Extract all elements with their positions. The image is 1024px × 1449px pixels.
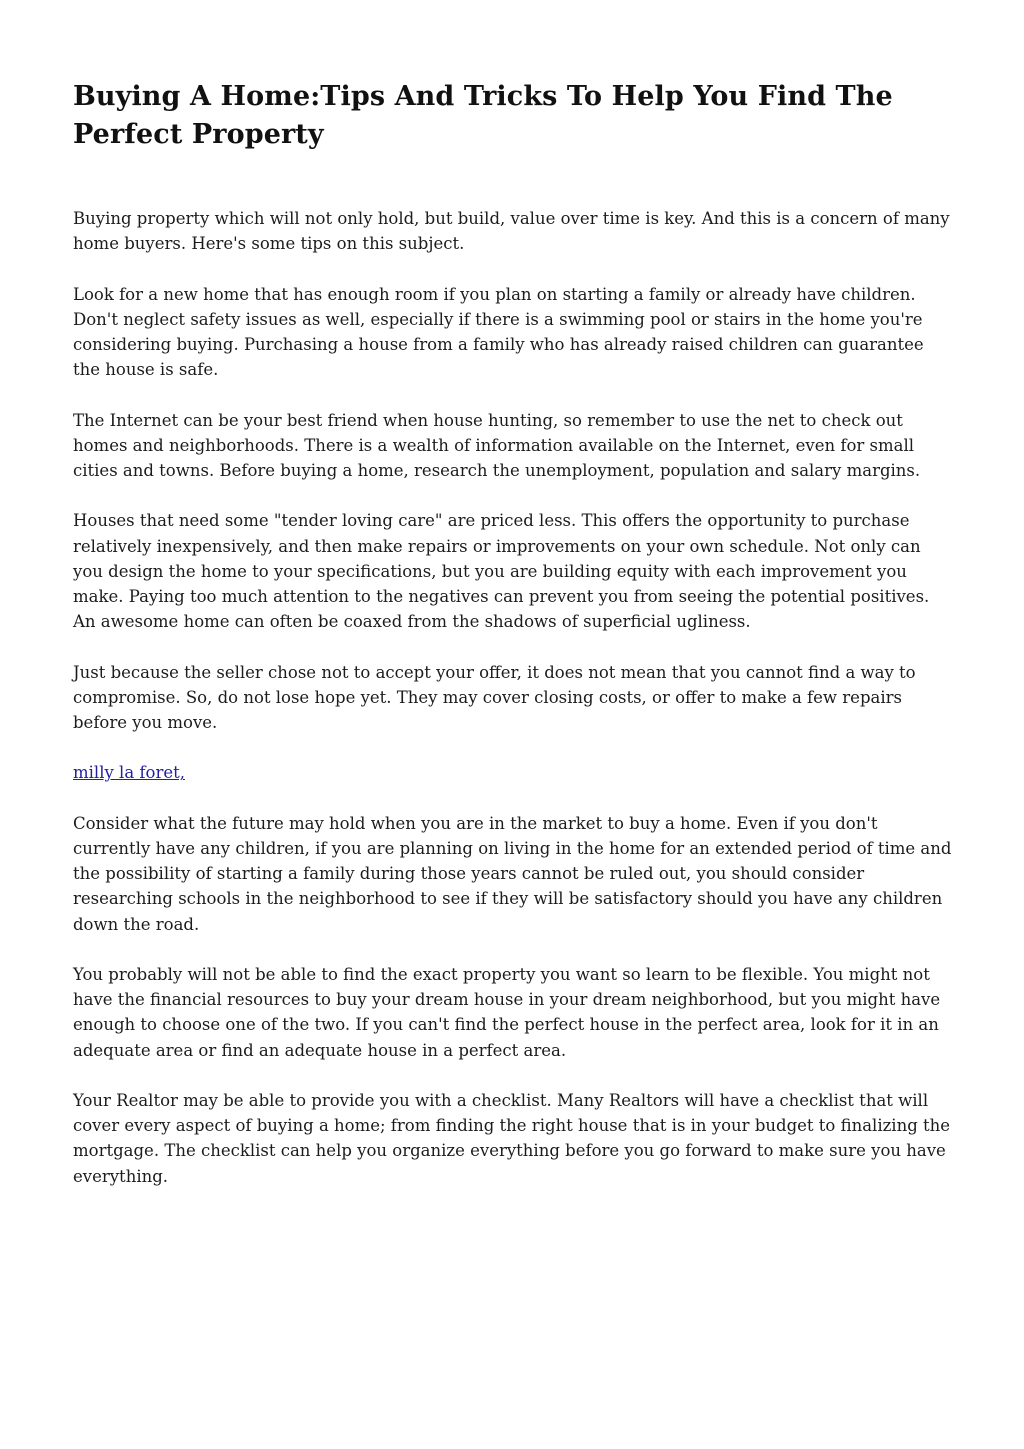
paragraph-realtor-checklist: Your Realtor may be able to provide you with a checklist. Many Realtors will have a checklist that will cover every aspect of buying a home; from finding the right house that is in your budget to finalizing the mortgage. The checklist can help you organize everything before you go forward to make sure you have everything. [73,1090,951,1186]
link-paragraph [73,760,953,785]
paragraph-be-flexible: You probably will not be able to find the exact property you want so learn to be flexible. You might not have the financial resources to buy your dream house in your dream neighborhood, but you might have enough to choose one of the two. If you can't find the perfect house in the perfect area, look for it in an adequate area or find an adequate house in a perfect area. [73,964,941,1060]
paragraph-compromise: Just because the seller chose not to accept your offer, it does not mean that you cannot find a way to compromise. So, do not lose hope yet. They may cover closing costs, or offer to make a few repairs before you move. [73,662,916,732]
document-page [73,78,953,1214]
milly-la-foret-link[interactable]: milly la foret, [73,763,185,783]
paragraph-internet-research: The Internet can be your best friend when house hunting, so remember to use the net to check out homes and neighborhoods. There is a wealth of information available on the Internet, even for small cities and towns. Before buying a home, research the unemployment, population and salary margins. [73,410,921,480]
paragraph-future-plans: Consider what the future may hold when you are in the market to buy a home. Even if you don't currently have any children, if you are planning on living in the home for an extended period of time and the possibility of starting a family during those years cannot be ruled out, you should consider researching schools in the neighborhood to see if they will be satisfactory should you have any children down the road. [73,813,952,934]
paragraph-intro: Buying property which will not only hold, but build, value over time is key. And this is a concern of many home buyers. Here's some tips on this subject. [73,209,950,254]
document-title: Buying A Home:Tips And Tricks To Help You Find The Perfect Property [73,81,893,150]
paragraph-fixer-upper: Houses that need some "tender loving care" are priced less. This offers the opportunity to purchase relatively inexpensively, and then make repairs or improvements on your own schedule. Not only can you design the home to your specifications, but you are building equity with each improvement you make. Paying too much attention to the negatives can prevent you from seeing the potential positives. An awesome home can often be coaxed from the shadows of superficial ugliness. [73,511,930,632]
paragraph-room-for-family: Look for a new home that has enough room if you plan on starting a family or already have children. Don't neglect safety issues as well, especially if there is a swimming pool or stairs in the home you're considering buying. Purchasing a house from a family who has already raised children can guarantee the house is safe. [73,284,924,380]
